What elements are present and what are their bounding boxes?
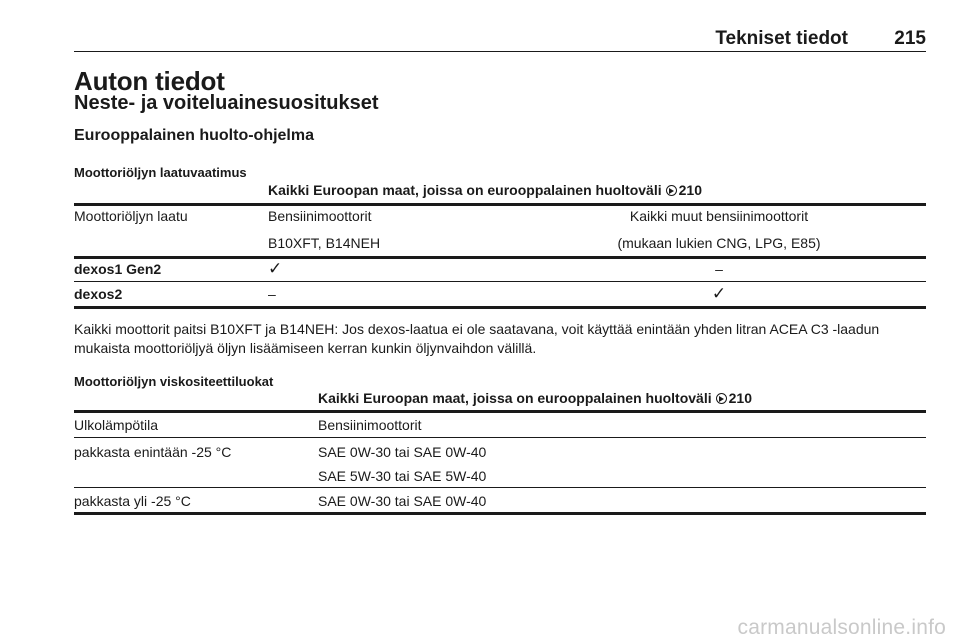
table-rule: [74, 203, 926, 206]
quality-caption-ref[interactable]: 210: [678, 182, 702, 198]
header-page-number: 215: [894, 28, 926, 49]
page-subtitle: Neste- ja voiteluainesuositukset: [74, 92, 379, 114]
manual-page: [74, 0, 926, 642]
page-title: Auton tiedot: [74, 66, 225, 96]
table-rule: [74, 256, 926, 259]
page-ref-icon: [666, 185, 677, 196]
column-header: Ulkolämpötila: [74, 417, 159, 433]
column-subheader: (mukaan lukien CNG, LPG, E85): [617, 235, 821, 251]
viscosity-value: SAE 5W-30 tai SAE 5W-40: [318, 468, 487, 484]
table-rule: [74, 306, 926, 309]
table-rule: [74, 512, 926, 515]
quality-caption-text: Kaikki Euroopan maat, joissa on eurooppalainen huoltoväli: [268, 182, 662, 198]
viscosity-caption-ref[interactable]: 210: [728, 390, 752, 406]
column-subheader: B10XFT, B14NEH: [268, 235, 381, 251]
checkmark-icon: ✓: [711, 284, 727, 303]
dash-mark: –: [268, 286, 276, 302]
watermark-text: carmanualsonline.info: [737, 616, 946, 639]
viscosity-value: SAE 0W-30 tai SAE 0W-40: [318, 444, 487, 460]
table-rule: [74, 410, 926, 413]
column-header: Moottoriöljyn laatu: [74, 208, 188, 224]
dash-mark: –: [715, 261, 723, 277]
viscosity-caption-text: Kaikki Euroopan maat, joissa on eurooppalainen huoltoväli: [318, 390, 712, 406]
oil-note: Kaikki moottorit paitsi B10XFT ja B14NEH: Jos dexos-laatua ei ole saatavana, voit käyttää enintään yhden litran ACEA C3 -laadun mukaista moottoriöljyä öljyn lisäämiseen kerran kunkin öljynvaihdon välillä.: [74, 321, 880, 356]
page-ref-icon: [716, 393, 727, 404]
quality-heading: Moottoriöljyn laatuvaatimus: [74, 165, 247, 180]
table-row-label: dexos1 Gen2: [74, 261, 162, 277]
table-row-label: pakkasta enintään -25 °C: [74, 444, 232, 460]
header-section-title: Tekniset tiedot: [715, 28, 848, 49]
viscosity-value: SAE 0W-30 tai SAE 0W-40: [318, 493, 487, 509]
checkmark-icon: ✓: [268, 259, 283, 278]
table-rule: [74, 487, 926, 488]
table-row-label: pakkasta yli -25 °C: [74, 493, 191, 509]
quality-caption: [268, 182, 702, 198]
column-header: Bensiinimoottorit: [318, 417, 422, 433]
viscosity-caption: [318, 390, 752, 406]
table-row-label: dexos2: [74, 286, 123, 302]
section-heading: Eurooppalainen huolto-ohjelma: [74, 127, 314, 144]
quality-table: [74, 182, 926, 312]
column-header: Kaikki muut bensiinimoottorit: [629, 208, 809, 224]
table-rule: [74, 437, 926, 438]
running-header: [74, 26, 926, 50]
table-rule: [74, 281, 926, 282]
viscosity-table: [74, 390, 926, 520]
header-rule: [74, 51, 926, 52]
column-header: Bensiinimoottorit: [268, 208, 372, 224]
viscosity-heading: Moottoriöljyn viskositeettiluokat: [74, 374, 274, 389]
